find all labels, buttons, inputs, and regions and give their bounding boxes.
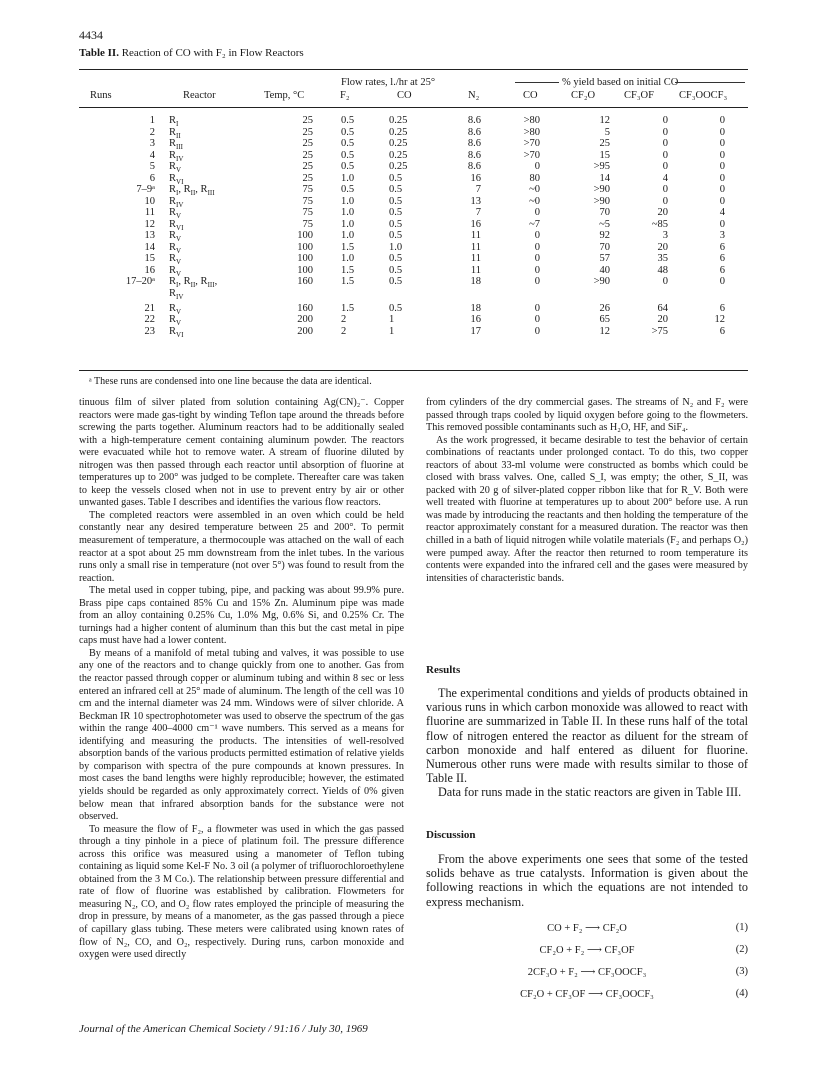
journal-citation: Journal of the American Chemical Society / 91:16 / July 30, 1969 [79,1023,368,1035]
cell-temp: 25 [302,149,313,161]
cell-y-peroxide: 6 [719,302,725,314]
cell-temp: 75 [302,207,313,218]
cell-y-cf3of: 20 [657,241,668,253]
cell-reactor: $R_V$ [169,302,182,316]
table-row [79,196,748,208]
cell-f2: 1.0 [341,218,355,230]
table-row [79,314,748,326]
cell-y-co: >70 [523,138,540,149]
header-f2: F₂ [340,90,350,101]
paragraph: To measure the flow of F₂, a flowmeter was used in which the gas passed through a tiny pinhole in a piece of platinum foil. The pressure difference across this orifice was measured using a manometer of Teflon tubing containing as liquid some Kel-F No. 3 oil (a polymer of trifluorochloroethylene obtained from the 3 M Co.). The relationship between pressure differential and rate of flow of fluorine was established by calibration. Flowmeters for measuring N₂, CO, and O₂ flow rates employed the principle of measuring the drop in pressure, by means of a manometer, as the gas passed through a piece of capillary glass tubing. These meters were calibrated using known rates of flow of N₂, CO, and O₂, respectively. During runs, carbon monoxide and oxygen were used directly [79,823,404,961]
cell-reactor: $R_V$ [169,264,182,278]
cell-temp: 100 [297,241,313,253]
yield-group-rule-right [675,82,745,83]
cell-y-co: 0 [534,314,540,325]
cell-reactor: $R_{IV}$ [169,149,184,163]
table-row [79,219,748,231]
cell-n2: 18 [470,302,481,314]
header-reactor: Reactor [183,90,216,101]
cell-n2: 8.6 [467,126,481,138]
cell-y-cf2o: >90 [593,184,610,195]
cell-runs: 14 [144,241,155,253]
cell-f2: 0.5 [341,184,355,195]
table-row [79,184,748,196]
cell-co: 0.25 [389,126,408,138]
cell-f2: 0.5 [341,138,355,149]
left-column [79,397,404,962]
cell-n2: 13 [470,195,481,207]
cell-reactor: $R_I$, $R_{II}$, $R_{III}$ [169,184,215,198]
cell-reactor: $R_I$, $R_{II}$, $R_{III}$, [169,276,218,290]
equation-number: (2) [735,944,748,955]
equation-number: (4) [735,988,748,999]
cell-runs: 22 [144,314,155,325]
cell-n2: 8.6 [467,115,481,126]
table-row [79,127,748,139]
cell-f2: 0.5 [341,161,355,172]
cell-n2: 8.6 [467,138,481,149]
cell-y-cf2o: 70 [599,207,610,218]
cell-y-cf3of: 48 [657,264,668,276]
cell-reactor: $R_{VI}$ [169,325,184,339]
cell-runs: 15 [144,253,155,264]
header-yield-cf2o: CF₂O [571,90,596,101]
cell-y-cf3of: 0 [662,184,668,195]
header-yield-cf3of: CF₃OF [624,90,654,101]
table-row [79,138,748,150]
cell-runs: 6 [149,172,155,184]
cell-f2: 1.0 [341,172,355,184]
cell-reactor: $R_V$ [169,207,182,221]
cell-n2: 16 [470,172,481,184]
cell-temp: 75 [302,195,313,207]
header-n2: N₂ [468,90,480,101]
header-runs: Runs [90,90,112,101]
cell-f2: 1.0 [341,230,355,241]
cell-f2: 1.5 [341,276,355,287]
cell-f2: 2 [341,314,347,325]
cell-y-co: ~0 [529,195,540,207]
cell-y-peroxide: 0 [719,276,725,287]
cell-n2: 11 [470,253,481,264]
cell-f2: 0.5 [341,126,355,138]
paragraph: From the above experiments one sees that some of the tested solids behave as true catalysts. Information is given about the following reactions in which the equations are not intended to express mechanism. [426,852,748,909]
right-column [426,397,748,585]
equation-2 [426,944,748,958]
cell-y-cf3of: 4 [662,172,668,184]
equation-4 [426,988,748,1002]
table-row [79,265,748,277]
cell-reactor: $R_V$ [169,253,182,267]
cell-n2: 8.6 [467,149,481,161]
cell-runs: 10 [144,195,155,207]
cell-n2: 18 [470,276,481,287]
table-row [79,303,748,315]
discussion-heading: Discussion [426,829,476,841]
cell-y-co: 80 [529,172,540,184]
cell-f2: 2 [341,325,347,337]
table-row [79,173,748,185]
cell-runs: 12 [144,218,155,230]
cell-y-peroxide: 0 [719,218,725,230]
cell-y-co: 0 [534,264,540,276]
cell-n2: 7 [475,207,481,218]
cell-temp: 25 [302,161,313,172]
cell-co: 0.5 [389,195,403,207]
table-row [79,230,748,242]
cell-y-cf2o: 70 [599,241,610,253]
cell-runs: 4 [149,149,155,161]
cell-y-cf2o: 40 [599,264,610,276]
cell-co: 0.25 [389,115,408,126]
cell-reactor: $R_{VI}$ [169,172,184,186]
cell-y-cf3of: 35 [657,253,668,264]
cell-y-cf3of: 0 [662,115,668,126]
cell-y-peroxide: 0 [719,184,725,195]
cell-y-peroxide: 6 [719,264,725,276]
cell-temp: 25 [302,115,313,126]
cell-y-cf2o: >90 [593,276,610,287]
cell-y-peroxide: 0 [719,195,725,207]
cell-n2: 16 [470,314,481,325]
cell-runs: 21 [144,302,155,314]
cell-y-peroxide: 6 [719,253,725,264]
equation-text: CF₂O + CF₃OF ⟶ CF₃OOCF₃ [520,989,654,1000]
cell-y-cf3of: 0 [662,126,668,138]
cell-f2: 1.5 [341,264,355,276]
cell-co: 0.5 [389,264,403,276]
cell-y-peroxide: 0 [719,126,725,138]
cell-y-cf3of: 0 [662,149,668,161]
cell-y-cf3of: 20 [657,314,668,325]
cell-n2: 11 [470,230,481,241]
cell-y-cf2o: 65 [599,314,610,325]
cell-runs: 2 [149,126,155,138]
cell-co: 0.5 [389,230,403,241]
table-header-rule [79,107,748,108]
table-footnote: ᵃ These runs are condensed into one line because the data are identical. [89,376,372,387]
discussion-body [426,852,748,909]
cell-temp: 100 [297,264,313,276]
cell-temp: 100 [297,253,313,264]
cell-runs: 16 [144,264,155,276]
cell-y-co: >80 [523,126,540,138]
cell-co: 0.5 [389,207,403,218]
equation-text: CF₂O + F₂ ⟶ CF₃OF [539,945,635,956]
cell-temp: 200 [297,314,313,325]
cell-co: 0.5 [389,276,403,287]
cell-f2: 1.0 [341,195,355,207]
cell-co: 0.5 [389,218,403,230]
table-row [79,276,748,288]
header-co: CO [397,90,412,101]
table-caption-label: Table II. [79,47,119,59]
cell-y-cf2o: 25 [599,138,610,149]
table-row [79,326,748,338]
cell-y-cf2o: ~5 [599,218,610,230]
cell-co: 0.5 [389,184,403,195]
cell-runs: 1 [149,115,155,126]
cell-runs: 13 [144,230,155,241]
cell-y-cf3of: 0 [662,276,668,287]
cell-y-co: >70 [523,149,540,161]
cell-y-peroxide: 0 [719,115,725,126]
cell-y-cf3of: ~85 [651,218,668,230]
cell-y-cf2o: >95 [593,161,610,172]
cell-co: 1.0 [389,241,403,253]
paragraph: from cylinders of the dry commercial gases. The streams of N₂ and F₂ were passed through traps cooled by liquid oxygen before going to the flowmeters. This removed possible contaminants such as H₂O, HF, and SiF₄. [426,397,748,434]
paragraph: As the work progressed, it became desirable to test the behavior of certain combinations of reactants under prolonged contact. To do this, two copper reactors of about 33-ml volume were constructed as bombs which could be closed with brass valves. One, called S_I, was empty; the other, S_II, was packed with 20 g of silver-plated copper ribbon like that for R_V. Both were well treated with fluorine at temperatures up to about 200° before use. A run was made by introducing the reactants and then holding the temperature of the reactor approximately constant for a measured duration. The reactor was then chilled in a bath of liquid nitrogen while volatile materials (F₂ and perhaps O₂) were pumped away. After the reactor then returned to room temperature its contents were expanded into the infrared cell and the gases were measured by intensities of characteristic bands. [426,434,748,584]
cell-co: 1 [389,314,395,325]
cell-y-peroxide: 3 [719,230,725,241]
paragraph: The completed reactors were assembled in an oven which could be held constantly near any desired temperature between 25 and 200°. To permit measurement of temperature, a thermocouple was attached on the wall of each reactor at a spot about 25 mm downstream from the inlet tubes. In the various runs only a small rise in temperature (not over 5°) was found to result from the reaction. [79,509,404,584]
cell-y-cf3of: 64 [657,302,668,314]
cell-y-cf2o: 92 [599,230,610,241]
cell-y-co: 0 [534,207,540,218]
cell-y-cf2o: 12 [599,115,610,126]
cell-y-peroxide: 0 [719,161,725,172]
cell-temp: 25 [302,126,313,138]
cell-temp: 160 [297,302,313,314]
cell-reactor: $R_I$ [169,115,179,129]
cell-y-cf2o: 26 [599,302,610,314]
cell-n2: 16 [470,218,481,230]
cell-runs: 23 [144,325,155,337]
cell-n2: 11 [470,264,481,276]
cell-reactor: $R_{II}$ [169,126,181,140]
cell-reactor: $R_V$ [169,241,182,255]
results-body [426,686,748,800]
cell-y-cf3of: >75 [651,325,668,337]
table-top-rule [79,69,748,70]
cell-runs: 7–9ᵃ [136,184,155,195]
paragraph: The metal used in copper tubing, pipe, and packing was about 99.9% pure. Brass pipe caps contained 85% Cu and 15% Zn. Aluminum pipe was made from an alloy containing 0.25% Cu, 1.0% Mg, 0.6% Si, and 0.25% Cr. The turnings had a higher content of aluminum than this but the cast metal in pipe caps must have had a lower content. [79,585,404,647]
cell-y-co: 0 [534,325,540,337]
cell-n2: 7 [475,184,481,195]
paragraph: tinuous film of silver plated from solution containing Ag(CN)₂⁻. Copper reactors were made gas-tight by winding Teflon tape around the threads before screwing the parts together. Aluminum reactors had to be additionally sealed with a high-temperature cement containing aluminum powder. The reactors were evacuated while hot to remove water. A stream of fluorine diluted by nitrogen was then passed through each reactor until absorption of fluorine at temperatures up to 200° was judged to be complete. Thereafter care was taken to keep the vessels closed when not in use to prevent entry by air or other unwanted gases. Table I describes and identifies the various flow reactors. [79,397,404,509]
cell-y-cf3of: 20 [657,207,668,218]
cell-n2: 11 [470,241,481,253]
table-row [79,161,748,173]
cell-f2: 1.0 [341,207,355,218]
cell-f2: 1.5 [341,241,355,253]
cell-y-cf2o: 12 [599,325,610,337]
cell-runs: 3 [149,138,155,149]
cell-temp: 75 [302,184,313,195]
equation-3 [426,966,748,980]
cell-y-co: 0 [534,161,540,172]
cell-temp: 25 [302,172,313,184]
cell-y-co: >80 [523,115,540,126]
cell-temp: 100 [297,230,313,241]
header-flow-group: Flow rates, l./hr at 25° [341,77,436,88]
cell-y-peroxide: 6 [719,325,725,337]
cell-y-co: 0 [534,302,540,314]
cell-n2: 8.6 [467,161,481,172]
cell-co: 0.25 [389,161,408,172]
page-number: 4434 [79,28,103,42]
cell-f2: 0.5 [341,115,355,126]
header-yield-co: CO [523,90,538,101]
yield-group-rule-left [515,82,559,83]
cell-reactor: $R_V$ [169,230,182,244]
cell-reactor: $R_{IV}$ [169,195,184,209]
cell-reactor: $R_V$ [169,161,182,175]
cell-y-co: ~7 [529,218,540,230]
cell-temp: 200 [297,325,313,337]
cell-y-cf2o: 14 [599,172,610,184]
cell-y-peroxide: 0 [719,172,725,184]
table-row [79,253,748,265]
cell-co: 0.5 [389,302,403,314]
table-caption-text: Reaction of CO with F₂ in Flow Reactors [121,47,304,59]
cell-y-cf2o: >90 [593,195,610,207]
cell-reactor: $R_{III}$ [169,138,184,152]
cell-temp: 25 [302,138,313,149]
cell-n2: 17 [470,325,481,337]
cell-y-peroxide: 0 [719,149,725,161]
cell-y-cf3of: 0 [662,138,668,149]
cell-co: 1 [389,325,395,337]
results-heading: Results [426,664,461,676]
cell-f2: 1.0 [341,253,355,264]
cell-y-co: 0 [534,241,540,253]
cell-y-cf2o: 15 [599,149,610,161]
cell-y-cf2o: 5 [604,126,610,138]
cell-co: 0.5 [389,172,403,184]
cell-co: 0.25 [389,138,408,149]
table-row [79,242,748,254]
cell-temp: 160 [297,276,313,287]
cell-f2: 1.5 [341,302,355,314]
table-row [79,115,748,127]
paragraph: By means of a manifold of metal tubing and valves, it was possible to use any one of the reactors and to change quickly from one to another. Gas from the reactor passed through copper or aluminum tubing and within 8 sec or less entered an infrared cell at 25° made of aluminum. The length of the cell was 10 cm and the internal diameter was 24 mm. Windows were of silver chloride. A Beckman IR 10 spectrophotometer was used to observe the spectrum of the gas within the range 400–4000 cm⁻¹ wave numbers. This served as a means for identifying and measuring the products. The intensities of well-resolved absorption bands of the various products permitted estimation of relative yields by comparison with spectra of the pure compounds at known pressures. In most cases the band lengths were highly reproducible; however, the estimated yields should be regarded as only approximately correct. Yields of 0% given below mean that infrared absorption bands for the substance were not observed. [79,647,404,823]
cell-temp: 75 [302,218,313,230]
equation-number: (3) [735,966,748,977]
paragraph: The experimental conditions and yields of products obtained in various runs in which carbon monoxide was allowed to react with fluorine are summarized in Table II. In these runs half of the total flow of nitrogen entered the reactor as diluent for the stream of carbon monoxide and half entered as diluent for fluorine. Numerous other runs were made with results similar to those of Table II. [426,686,748,786]
cell-y-peroxide: 0 [719,138,725,149]
cell-f2: 0.5 [341,149,355,161]
table-bottom-rule [79,370,748,371]
table-caption [79,47,304,59]
cell-y-cf3of: 0 [662,161,668,172]
cell-y-peroxide: 12 [714,314,725,325]
cell-reactor: $R_{VI}$ [169,218,184,232]
equation-text: CO + F₂ ⟶ CF₂O [547,923,627,934]
table-row [79,288,748,300]
cell-y-co: 0 [534,253,540,264]
cell-y-peroxide: 6 [719,241,725,253]
cell-reactor: $R_{IV}$ [169,287,184,301]
cell-reactor: $R_V$ [169,314,182,328]
cell-y-peroxide: 4 [719,207,725,218]
cell-y-cf2o: 57 [599,253,610,264]
header-yield-group: % yield based on initial CO [562,77,679,88]
cell-y-co: ~0 [529,184,540,195]
cell-co: 0.5 [389,253,403,264]
cell-y-cf3of: 0 [662,195,668,207]
cell-runs: 17–20ᵃ [125,276,155,287]
cell-runs: 5 [149,161,155,172]
cell-runs: 11 [144,207,155,218]
equation-1 [426,922,748,936]
paragraph: Data for runs made in the static reactors are given in Table III. [438,785,742,800]
table-body [79,115,748,337]
table-row [79,150,748,162]
equation-text: 2CF₃O + F₂ ⟶ CF₃OOCF₃ [527,967,647,978]
header-temp: Temp, °C [264,90,305,101]
header-yield-peroxide: CF₃OOCF₃ [679,90,728,101]
cell-co: 0.25 [389,149,408,161]
cell-y-cf3of: 3 [662,230,668,241]
cell-y-co: 0 [534,276,540,287]
cell-y-co: 0 [534,230,540,241]
table-row [79,207,748,219]
equation-number: (1) [735,922,748,933]
